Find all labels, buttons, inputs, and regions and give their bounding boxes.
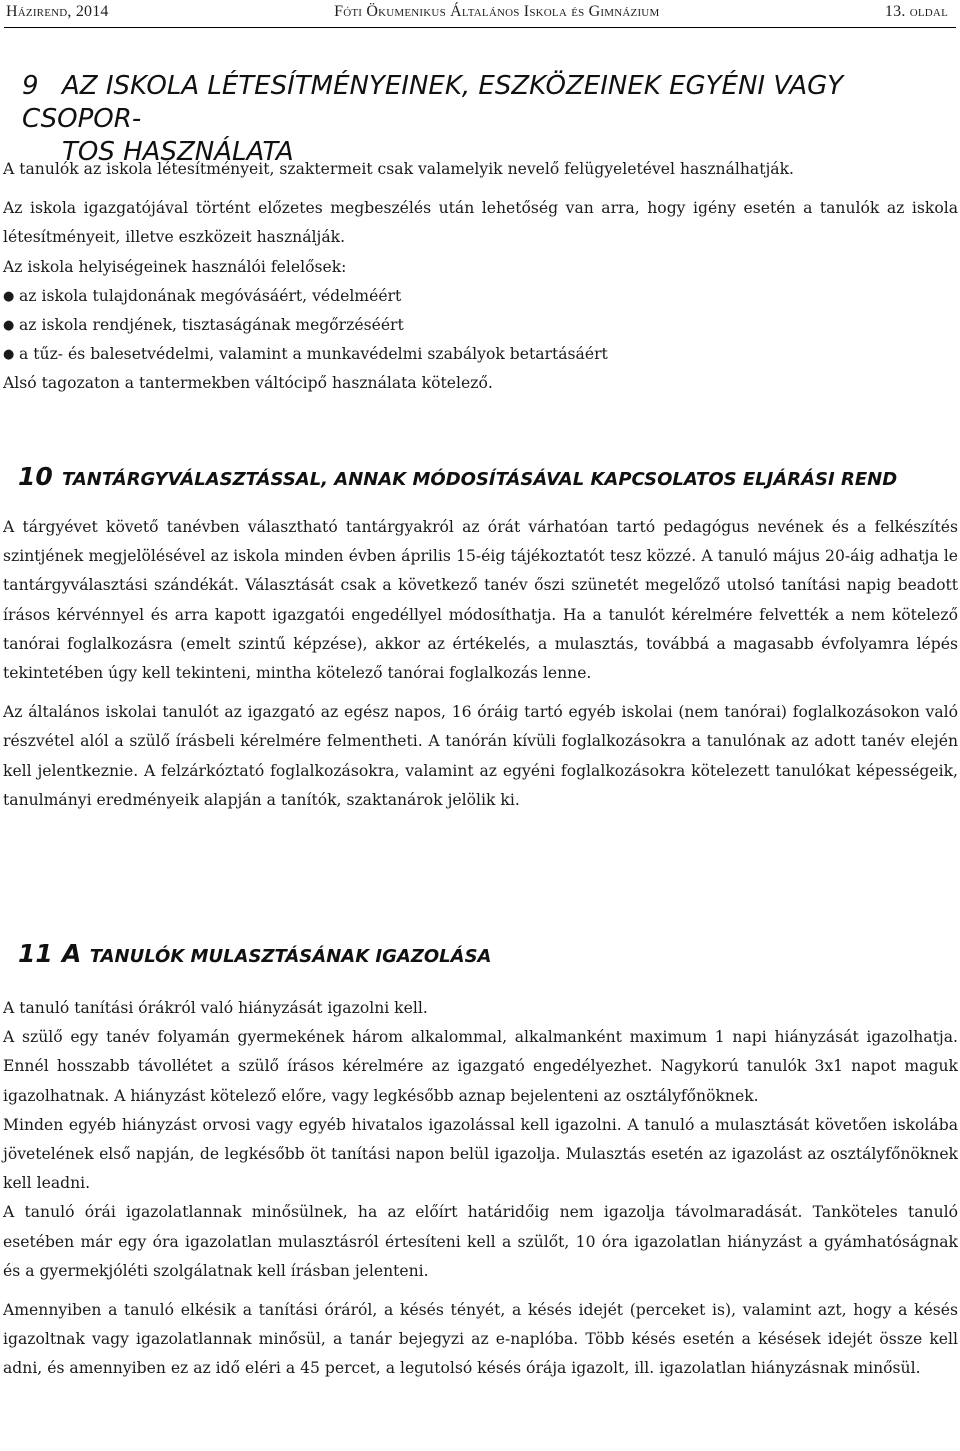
- section-9-paragraph-4: Alsó tagozaton a tantermekben váltócipő használata kötelező.: [3, 374, 493, 393]
- section-9-paragraph-1: A tanulók az iskola létesítményeit, szaktermeit csak valamelyik nevelő felügyeletével használhatják.: [3, 160, 795, 178]
- section-10-paragraph-2: Az általános iskolai tanulót az igazgató az egész napos, 16 óráig tartó egyéb iskolai (nem tanórai) foglalkozásokon való részvétel alól a szülő írásbeli kérelmére felmentheti. A tanórán kívüli foglalkozásokra a tanulónak az adott tanév elején kell jelentkeznie. A felzárkóztató foglalkozásokra, valamint az egyéni foglalkozásokra kötelezett tanulókat képességeik, tanulmányi eredményeik alapján a tanítók, szaktanárok jelölik ki.: [3, 703, 958, 809]
- section-11-heading: [18, 939, 948, 968]
- section-10-heading: [18, 462, 948, 491]
- section-11-paragraph-5: Amennyiben a tanuló elkésik a tanítási óráról, a késés tényét, a késés idejét (perceket is), valamint azt, hogy a késés igazoltnak vagy igazolatlannak minősül, a tanár bejegyzi az e-naplóba. Több késés esetén a késések idejét össze kell adni, és amennyiben ez az idő eléri a 45 percet, a legutolsó késés órája igazolt, ill. igazolatlan hiányzásnak minősül.: [3, 1301, 958, 1378]
- section-11-title: TANULÓK MULASZTÁSÁNAK IGAZOLÁSA: [89, 946, 492, 967]
- header-center: Fóti Ökumenikus Általános Iskola és Gimnázium: [334, 3, 660, 20]
- bullet-text: az iskola tulajdonának megóvásáért, védelméért: [19, 286, 402, 305]
- section-11-paragraph-2: A szülő egy tanév folyamán gyermekének három alkalommal, alkalmanként maximum 1 napi hiányzását igazolhatja. Ennél hosszabb távollétet a szülő írásos kérelmére az igazgató engedélyezhet. Nagykorú tanulók 3x1 napot maguk igazolhatnak. A hiányzást kötelező előre, vagy legkésőbb aznap bejelenteni az osztályfőnöknek.: [3, 1028, 958, 1105]
- bullet-icon: ●: [3, 347, 15, 363]
- bullet-item: [3, 340, 958, 369]
- bullet-icon: ●: [3, 288, 15, 304]
- bullet-item: [3, 311, 958, 340]
- bullet-icon: ●: [3, 318, 15, 334]
- header-page-number: 13. oldal: [884, 3, 948, 20]
- section-11-paragraph-3: Minden egyéb hiányzást orvosi vagy egyéb hivatalos igazolással kell igazolni. A tanuló a mulasztását követően iskolába jövetelének első napján, de legkésőbb öt tanítási napon belül igazolja. Mulasztás esetén az igazolást az osztályfőnöknek kell leadni.: [3, 1115, 958, 1193]
- section-9-title-line1: AZ ISKOLA LÉTESÍTMÉNYEINEK, ESZKÖZEINEK EGYÉNI VAGY CSOPOR-: [22, 71, 844, 134]
- section-11-paragraph-4: A tanuló órái igazolatlannak minősülnek, ha az előírt határidőig nem igazolja távolmaradását. Tanköteles tanuló esetében már egy óra igazolatlan mulasztásról értesíteni kell a szülőt, 10 óra igazolatlan hiányzást a gyámhatóságnak és a gyermekjóléti szolgálatnak kell írásban jelenteni.: [3, 1203, 958, 1280]
- page-header: [6, 0, 948, 24]
- bullet-item: [3, 282, 958, 311]
- section-10-body: [3, 513, 958, 815]
- bullet-text: a tűz- és balesetvédelmi, valamint a munkavédelmi szabályok betartásáért: [19, 345, 608, 364]
- section-9-number: 9: [22, 71, 39, 101]
- section-11-paragraph-1: A tanuló tanítási órákról való hiányzását igazolni kell.: [3, 999, 428, 1017]
- section-9-body: [3, 155, 958, 399]
- section-11-body: [3, 994, 958, 1384]
- section-9-title-line2: TOS HASZNÁLATA: [62, 137, 294, 167]
- section-9-paragraph-3: Az iskola helyiségeinek használói felelősek:: [3, 257, 347, 276]
- section-10-title: TANTÁRGYVÁLASZTÁSSAL, ANNAK MÓDOSÍTÁSÁVAL KAPCSOLATOS ELJÁRÁSI REND: [62, 469, 898, 490]
- section-9-paragraph-2: Az iskola igazgatójával történt előzetes megbeszélés után lehetőség van arra, hogy igény esetén a tanulók az iskola létesítményeit, illetve eszközeit használják.: [3, 199, 958, 247]
- header-divider: [4, 27, 956, 28]
- bullet-text: az iskola rendjének, tisztaságának megőrzéséért: [19, 316, 404, 335]
- section-10-paragraph-1: A tárgyévet követő tanévben választható tantárgyakról az órát várhatóan tartó pedagógus nevének és a felkészítés szintjének megjelölésével az iskola minden évben április 15-éig tájékoztatót tesz közzé. A tanuló május 20-áig adhatja le tantárgyválasztási szándékát. Választását csak a következő tanév őszi szünetét megelőző utolsó tanítási napig beadott írásos kérvénnyel és arra kapott igazgatói engedéllyel módosíthatja. Ha a tanulót kérelmére felvették a nem kötelező tanórai foglalkozásra (emelt szintű képzése), akkor az értékelés, a mulasztás, továbbá a magasabb évfolyamra lépés tekintetében úgy kell tekinteni, mintha kötelező tanórai foglalkozás lenne.: [3, 518, 958, 683]
- section-10-number: 10: [18, 462, 53, 491]
- section-11-title-first: A: [62, 939, 82, 968]
- header-left: Házirend, 2014: [6, 3, 109, 20]
- section-11-number: 11: [18, 939, 53, 968]
